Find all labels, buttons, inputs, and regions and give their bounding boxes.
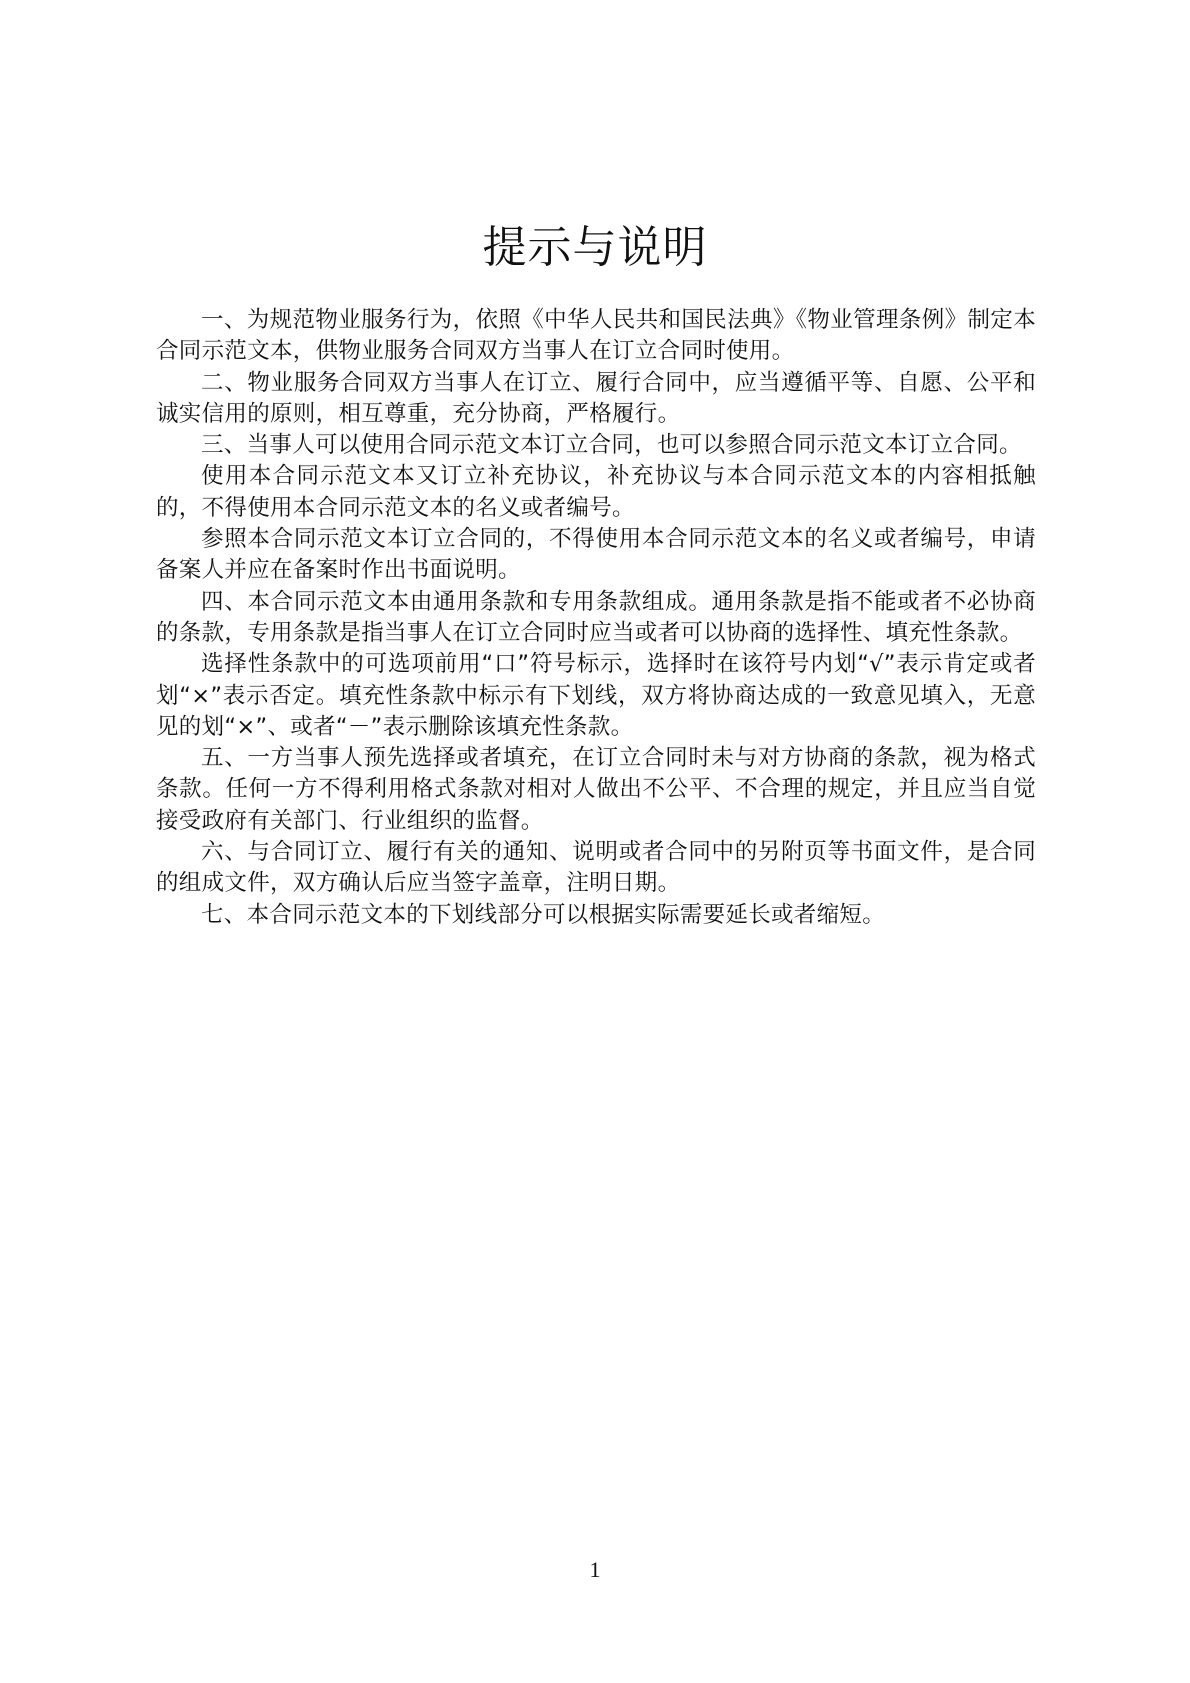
paragraph-6: 四、本合同示范文本由通用条款和专用条款组成。通用条款是指不能或者不必协商的条款，专用条款是指当事人在订立合同时应当或者可以协商的选择性、填充性条款。: [156, 588, 1036, 646]
paragraph-7: 选择性条款中的可选项前用“口”符号标示，选择时在该符号内划“√”表示肯定或者划“×”表示否定。填充性条款中标示有下划线，双方将协商达成的一致意见填入，无意见的划“×”、或者“－”表示删除该填充性条款。: [156, 651, 1036, 740]
paragraph-9: 六、与合同订立、履行有关的通知、说明或者合同中的另附页等书面文件，是合同的组成文件，双方确认后应当签字盖章，注明日期。: [156, 839, 1036, 897]
paragraph-4: 使用本合同示范文本又订立补充协议，补充协议与本合同示范文本的内容相抵触的，不得使用本合同示范文本的名义或者编号。: [156, 463, 1036, 521]
paragraph-8: 五、一方当事人预先选择或者填充，在订立合同时未与对方协商的条款，视为格式条款。任何一方不得利用格式条款对相对人做出不公平、不合理的规定，并且应当自觉接受政府有关部门、行业组织的监督。: [156, 745, 1036, 834]
paragraph-2: 二、物业服务合同双方当事人在订立、履行合同中，应当遵循平等、自愿、公平和诚实信用的原则，相互尊重，充分协商，严格履行。: [156, 369, 1036, 427]
paragraph-1: 一、为规范物业服务行为，依照《中华人民共和国民法典》《物业管理条例》制定本合同示范文本，供物业服务合同双方当事人在订立合同时使用。: [156, 307, 1036, 365]
page-number: 1: [589, 1557, 601, 1582]
document-title: 提示与说明: [482, 222, 708, 273]
document-body: [156, 305, 1036, 931]
paragraph-10: 七、本合同示范文本的下划线部分可以根据实际需要延长或者缩短。: [201, 901, 886, 928]
paragraph-3: 三、当事人可以使用合同示范文本订立合同，也可以参照合同示范文本订立合同。: [201, 432, 1022, 459]
paragraph-5: 参照本合同示范文本订立合同的，不得使用本合同示范文本的名义或者编号，申请备案人并应在备案时作出书面说明。: [156, 526, 1036, 584]
